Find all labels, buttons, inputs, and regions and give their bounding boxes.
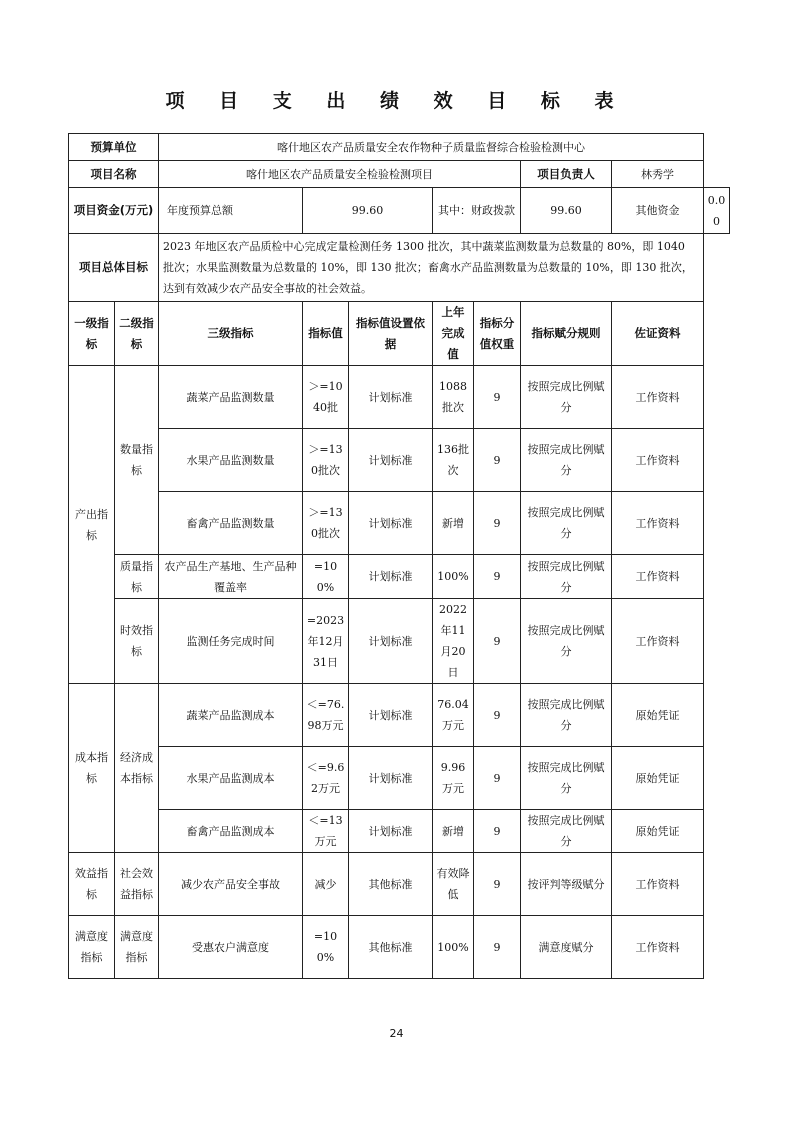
indicator-rule: 满意度赋分	[521, 916, 612, 979]
indicator-name: 水果产品监测数量	[159, 429, 303, 492]
indicator-last: 新增	[433, 810, 474, 853]
indicator-basis: 计划标准	[349, 747, 433, 810]
indicator-basis: 其他标准	[349, 853, 433, 916]
indicator-evidence: 工作资料	[612, 555, 704, 599]
header-basis: 指标值设置依据	[349, 302, 433, 366]
indicator-last: 100%	[433, 916, 474, 979]
indicator-weight: 9	[474, 366, 521, 429]
indicator-last: 有效降低	[433, 853, 474, 916]
indicator-last: 76.04万元	[433, 684, 474, 747]
indicator-name: 畜禽产品监测数量	[159, 492, 303, 555]
indicator-basis: 计划标准	[349, 684, 433, 747]
overall-goal-label: 项目总体目标	[69, 234, 159, 302]
indicator-weight: 9	[474, 684, 521, 747]
indicator-evidence: 工作资料	[612, 429, 704, 492]
level2-satisfaction: 满意度指标	[115, 916, 159, 979]
budget-unit-row	[69, 134, 730, 161]
indicator-rule: 按照完成比例赋分	[521, 684, 612, 747]
project-name-row	[69, 161, 730, 188]
project-name-value: 喀什地区农产品质量安全检验检测项目	[159, 161, 521, 188]
indicator-last: 100%	[433, 555, 474, 599]
indicator-basis: 计划标准	[349, 810, 433, 853]
indicator-value: ＜=76.98万元	[303, 684, 349, 747]
indicator-rule: 按照完成比例赋分	[521, 555, 612, 599]
indicator-rule: 按照完成比例赋分	[521, 599, 612, 684]
indicator-weight: 9	[474, 492, 521, 555]
indicator-value: ＞=130批次	[303, 492, 349, 555]
indicator-weight: 9	[474, 810, 521, 853]
indicator-weight: 9	[474, 555, 521, 599]
header-value: 指标值	[303, 302, 349, 366]
level2-quantity: 数量指标	[115, 366, 159, 555]
table-row	[69, 492, 730, 555]
indicator-rule: 按照完成比例赋分	[521, 366, 612, 429]
level2-timeliness: 时效指标	[115, 599, 159, 684]
header-level2: 二级指标	[115, 302, 159, 366]
indicator-evidence: 工作资料	[612, 492, 704, 555]
indicator-evidence: 原始凭证	[612, 810, 704, 853]
indicator-evidence: 工作资料	[612, 366, 704, 429]
performance-goal-table	[68, 133, 730, 979]
indicator-name: 蔬菜产品监测成本	[159, 684, 303, 747]
level2-quality: 质量指标	[115, 555, 159, 599]
fiscal-alloc-label: 其中：财政拨款	[433, 188, 521, 234]
project-lead-value: 林秀学	[612, 161, 704, 188]
table-row	[69, 684, 730, 747]
overall-goal-text: 2023 年地区农产品质检中心完成定量检测任务 1300 批次，其中蔬菜监测数量为总数量的 80%，即 1040 批次；水果监测数量为总数量的 10%，即 130 批次；畜禽水产品监测数量为总数量的 10%，即 130 批次，达到有效减少农产品安全事故的社会效益。	[159, 234, 704, 302]
indicator-evidence: 工作资料	[612, 599, 704, 684]
level2-economic-cost: 经济成本指标	[115, 684, 159, 853]
header-level3: 三级指标	[159, 302, 303, 366]
header-level1: 一级指标	[69, 302, 115, 366]
indicator-weight: 9	[474, 747, 521, 810]
indicator-value: =100%	[303, 555, 349, 599]
indicator-value: 减少	[303, 853, 349, 916]
indicator-name: 蔬菜产品监测数量	[159, 366, 303, 429]
header-weight: 指标分值权重	[474, 302, 521, 366]
fiscal-alloc-value: 99.60	[521, 188, 612, 234]
table-row	[69, 555, 730, 599]
indicator-value: ＞=130批次	[303, 429, 349, 492]
indicator-weight: 9	[474, 429, 521, 492]
level1-satisfaction: 满意度指标	[69, 916, 115, 979]
indicator-value: ＜=9.62万元	[303, 747, 349, 810]
indicator-weight: 9	[474, 599, 521, 684]
other-funds-label: 其他资金	[612, 188, 704, 234]
table-row	[69, 810, 730, 853]
indicator-basis: 计划标准	[349, 366, 433, 429]
level1-benefit: 效益指标	[69, 853, 115, 916]
indicator-last: 136批次	[433, 429, 474, 492]
table-row	[69, 599, 730, 684]
indicator-name: 水果产品监测成本	[159, 747, 303, 810]
indicator-basis: 计划标准	[349, 429, 433, 492]
annual-budget-value: 99.60	[303, 188, 433, 234]
indicator-header-row	[69, 302, 730, 366]
indicator-basis: 计划标准	[349, 492, 433, 555]
table-row	[69, 366, 730, 429]
overall-goal-row	[69, 234, 730, 302]
indicator-evidence: 工作资料	[612, 916, 704, 979]
indicator-evidence: 工作资料	[612, 853, 704, 916]
level1-output: 产出指标	[69, 366, 115, 684]
indicator-weight: 9	[474, 853, 521, 916]
indicator-value: ＞=1040批	[303, 366, 349, 429]
header-rule: 指标赋分规则	[521, 302, 612, 366]
indicator-name: 畜禽产品监测成本	[159, 810, 303, 853]
header-evidence: 佐证资料	[612, 302, 704, 366]
indicator-rule: 按照完成比例赋分	[521, 492, 612, 555]
indicator-basis: 计划标准	[349, 599, 433, 684]
level1-cost: 成本指标	[69, 684, 115, 853]
indicator-name: 监测任务完成时间	[159, 599, 303, 684]
table-row	[69, 429, 730, 492]
indicator-value: ＜=13万元	[303, 810, 349, 853]
table-row	[69, 916, 730, 979]
budget-unit-label: 预算单位	[69, 134, 159, 161]
indicator-value: =100%	[303, 916, 349, 979]
indicator-last: 新增	[433, 492, 474, 555]
indicator-rule: 按评判等级赋分	[521, 853, 612, 916]
indicator-name: 减少农产品安全事故	[159, 853, 303, 916]
indicator-rule: 按照完成比例赋分	[521, 429, 612, 492]
table-row	[69, 853, 730, 916]
indicator-basis: 计划标准	[349, 555, 433, 599]
budget-unit-value: 喀什地区农产品质量安全农作物种子质量监督综合检验检测中心	[159, 134, 704, 161]
indicator-rule: 按照完成比例赋分	[521, 810, 612, 853]
project-name-label: 项目名称	[69, 161, 159, 188]
page-number: 24	[389, 1027, 404, 1040]
indicator-last: 9.96万元	[433, 747, 474, 810]
indicator-name: 受惠农户满意度	[159, 916, 303, 979]
indicator-weight: 9	[474, 916, 521, 979]
page-title: 项 目 支 出 绩 效 目 标 表	[165, 90, 628, 112]
indicator-rule: 按照完成比例赋分	[521, 747, 612, 810]
table-row	[69, 747, 730, 810]
project-funds-label: 项目资金(万元)	[69, 188, 159, 234]
header-last-year: 上年完成值	[433, 302, 474, 366]
indicator-last: 2022年11月20日	[433, 599, 474, 684]
indicator-evidence: 原始凭证	[612, 747, 704, 810]
indicator-basis: 其他标准	[349, 916, 433, 979]
indicator-name: 农产品生产基地、生产品种覆盖率	[159, 555, 303, 599]
level2-social-benefit: 社会效益指标	[115, 853, 159, 916]
other-funds-value: 0.00	[704, 188, 730, 234]
funds-row	[69, 188, 730, 234]
annual-budget-label: 年度预算总额	[159, 188, 303, 234]
indicator-evidence: 原始凭证	[612, 684, 704, 747]
project-lead-label: 项目负责人	[521, 161, 612, 188]
indicator-last: 1088批次	[433, 366, 474, 429]
indicator-value: =2023年12月31日	[303, 599, 349, 684]
